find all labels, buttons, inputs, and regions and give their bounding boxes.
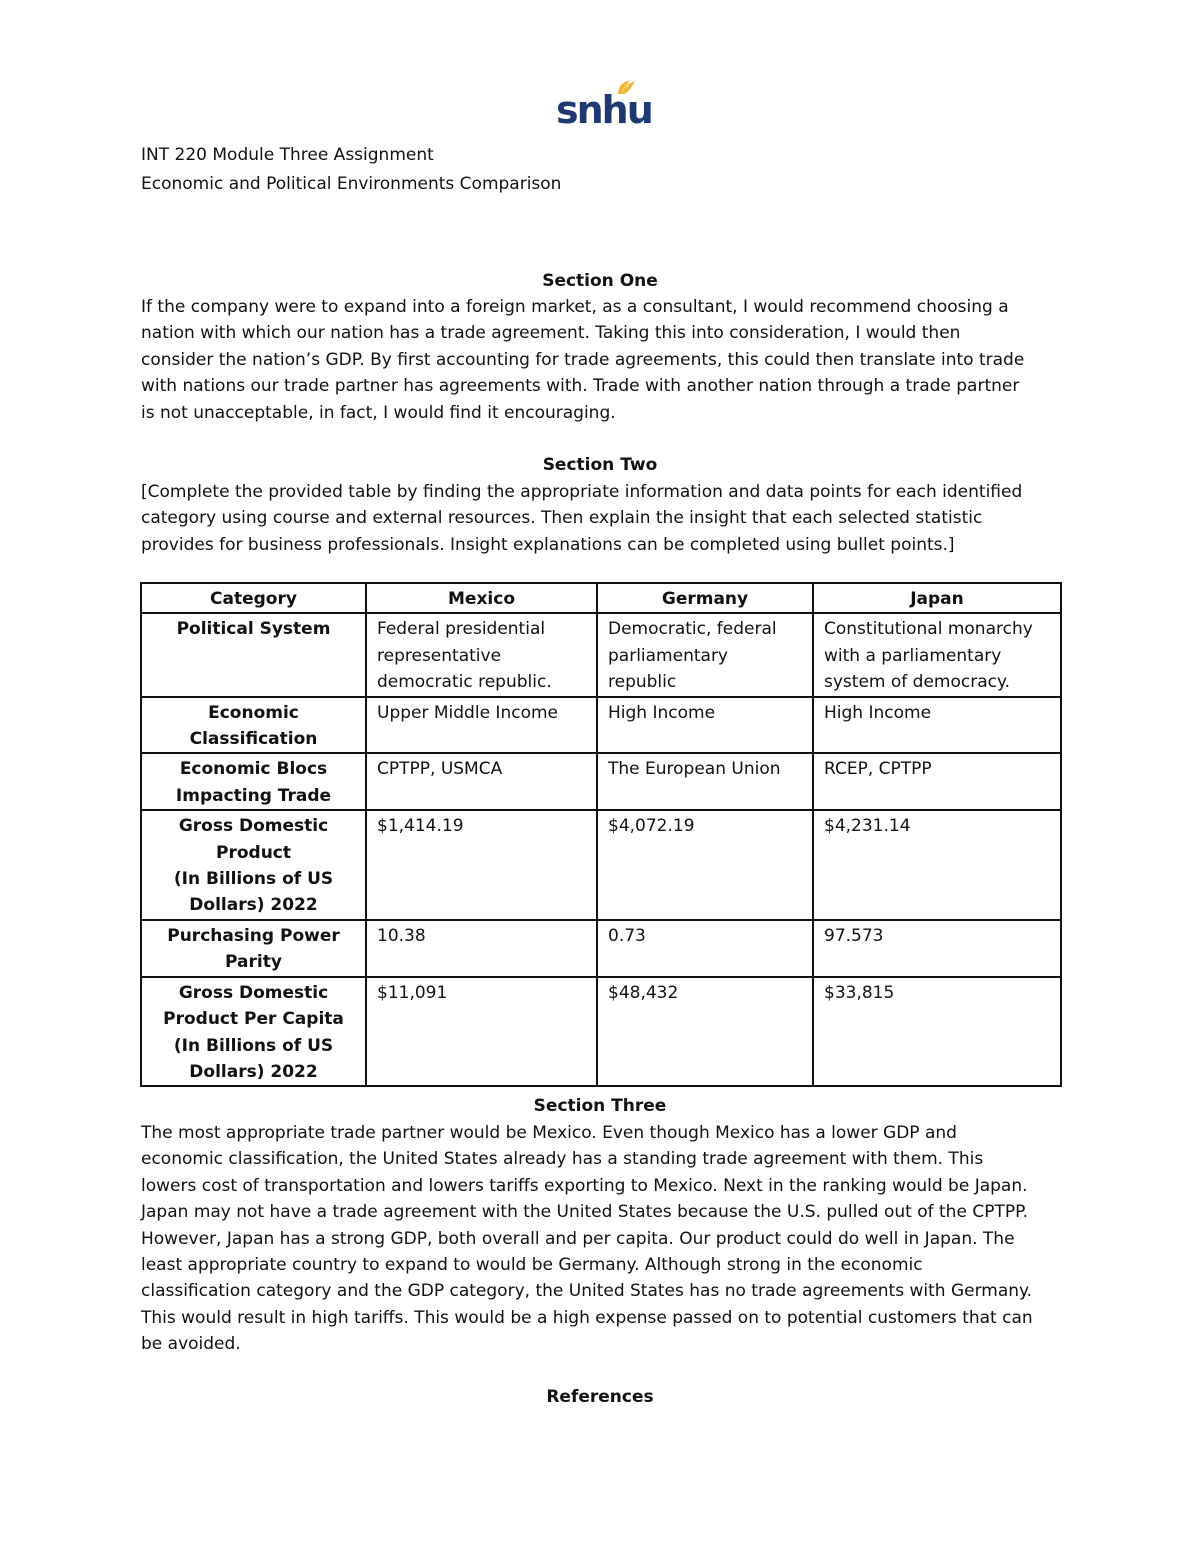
cell-line: Economic Blocs [179, 759, 328, 780]
germany-cell [597, 613, 813, 696]
cell-line: Parity [225, 952, 282, 973]
table-row [141, 810, 1061, 920]
cell-line: Constitutional monarchy [824, 619, 1033, 640]
paragraph-line: However, Japan has a strong GDP, both overall and per capita. Our product could do well in Japan. The [141, 1228, 1015, 1249]
mexico-cell [366, 920, 597, 977]
table-row [141, 920, 1061, 977]
cell-line: $33,815 [824, 982, 895, 1003]
germany-cell [597, 697, 813, 754]
cell-line: The European Union [608, 759, 781, 780]
snhu-logo [556, 74, 652, 132]
table-row [141, 753, 1061, 810]
course-title: INT 220 Module Three Assignment [141, 145, 434, 165]
cell-line: 97.573 [824, 925, 884, 946]
mexico-cell [366, 753, 597, 810]
cell-line: Economic [208, 702, 299, 723]
table-row [141, 977, 1061, 1087]
cell-line: democratic republic. [377, 672, 552, 693]
cell-line: $4,231.14 [824, 816, 911, 837]
section-two-paragraph [141, 479, 1059, 558]
germany-cell [597, 920, 813, 977]
paragraph-line: economic classification, the United States already has a standing trade agreement with them. This [141, 1149, 984, 1170]
cell-line: Product [216, 842, 291, 863]
paragraph-line: category using course and external resources. Then explain the insight that each selected statistic [141, 508, 983, 529]
japan-cell [813, 810, 1061, 920]
cell-line: CPTPP, USMCA [377, 759, 503, 780]
comparison-table [140, 582, 1062, 1087]
cell-line: Impacting Trade [175, 785, 332, 806]
category-cell [141, 977, 366, 1087]
table-header-row [141, 583, 1061, 613]
references-title: References [546, 1387, 654, 1407]
logo-wordmark: snhu [556, 88, 652, 132]
germany-cell [597, 753, 813, 810]
document-title: Economic and Political Environments Comparison [141, 174, 562, 194]
paragraph-line: [Complete the provided table by finding the appropriate information and data points for each identified [141, 482, 1023, 502]
mexico-cell [366, 613, 597, 696]
cell-line: 0.73 [608, 925, 646, 946]
section-one-paragraph [141, 294, 1059, 426]
cell-line: system of democracy. [824, 672, 1011, 693]
cell-line: Upper Middle Income [377, 702, 558, 723]
germany-cell [597, 977, 813, 1087]
cell-line: Dollars) 2022 [189, 895, 318, 916]
cell-line: Gross Domestic [178, 816, 329, 837]
category-cell [141, 753, 366, 810]
paragraph-line: This would result in high tariffs. This would be a high expense passed on to potential customers that can [141, 1307, 1033, 1328]
cell-line: Product Per Capita [163, 1009, 344, 1030]
paragraph-line: is not unacceptable, in fact, I would find it encouraging. [141, 402, 616, 423]
paragraph-line: classification category and the GDP category, the United States has no trade agreements with Germany. [141, 1281, 1033, 1302]
paragraph-line: provides for business professionals. Insight explanations can be completed using bullet points.] [141, 534, 955, 555]
cell-line: Political System [176, 619, 331, 640]
cell-line: High Income [608, 702, 716, 723]
japan-cell [813, 697, 1061, 754]
category-cell [141, 697, 366, 754]
japan-cell [813, 977, 1061, 1087]
category-cell [141, 613, 366, 696]
cell-line: Dollars) 2022 [189, 1061, 318, 1082]
cell-line: $1,414.19 [377, 816, 464, 837]
paragraph-line: consider the nation’s GDP. By first accounting for trade agreements, this could then translate into trade [141, 349, 1025, 370]
cell-line: parliamentary [608, 645, 728, 666]
cell-line: (In Billions of US [173, 1035, 334, 1056]
japan-cell [813, 613, 1061, 696]
cell-line: Federal presidential [377, 619, 546, 640]
cell-line: RCEP, CPTPP [824, 759, 932, 780]
section-one-title: Section One [542, 271, 658, 291]
mexico-cell [366, 697, 597, 754]
cell-line: Democratic, federal [608, 619, 777, 640]
cell-line: $48,432 [608, 982, 679, 1003]
cell-line: $4,072.19 [608, 816, 695, 837]
germany-cell [597, 810, 813, 920]
paragraph-line: Japan may not have a trade agreement with the United States because the U.S. pulled out of the CPTPP. [141, 1202, 1029, 1223]
category-cell [141, 810, 366, 920]
cell-line: Classification [189, 729, 318, 750]
paragraph-line: with nations our trade partner has agreements with. Trade with another nation through a trade partner [141, 376, 1020, 397]
cell-line: 10.38 [377, 925, 426, 946]
japan-cell [813, 920, 1061, 977]
cell-line: Purchasing Power [167, 925, 340, 946]
section-three-paragraph [141, 1120, 1059, 1358]
paragraph-line: If the company were to expand into a foreign market, as a consultant, I would recommend choosing a [141, 297, 1009, 317]
mexico-cell [366, 977, 597, 1087]
cell-line: representative [377, 645, 502, 666]
section-two-title: Section Two [542, 455, 658, 475]
paragraph-line: The most appropriate trade partner would be Mexico. Even though Mexico has a lower GDP and [141, 1123, 957, 1143]
paragraph-line: be avoided. [141, 1334, 241, 1355]
cell-line: $11,091 [377, 982, 448, 1003]
cell-line: (In Billions of US [173, 869, 334, 890]
header-mexico: Mexico [366, 583, 597, 613]
section-three-title: Section Three [533, 1096, 667, 1116]
header-category: Category [141, 583, 366, 613]
mexico-cell [366, 810, 597, 920]
japan-cell [813, 753, 1061, 810]
table-row [141, 697, 1061, 754]
paragraph-line: least appropriate country to expand to would be Germany. Although strong in the economic [141, 1255, 923, 1276]
cell-line: Gross Domestic [178, 982, 329, 1003]
paragraph-line: nation with which our nation has a trade agreement. Taking this into consideration, I would then [141, 323, 961, 344]
header-germany: Germany [597, 583, 813, 613]
table-row [141, 613, 1061, 696]
cell-line: republic [608, 672, 677, 693]
cell-line: with a parliamentary [824, 645, 1002, 666]
header-japan: Japan [813, 583, 1061, 613]
cell-line: High Income [824, 702, 932, 723]
paragraph-line: lowers cost of transportation and lowers tariffs exporting to Mexico. Next in the ranking would be Japan. [141, 1175, 1028, 1196]
category-cell [141, 920, 366, 977]
